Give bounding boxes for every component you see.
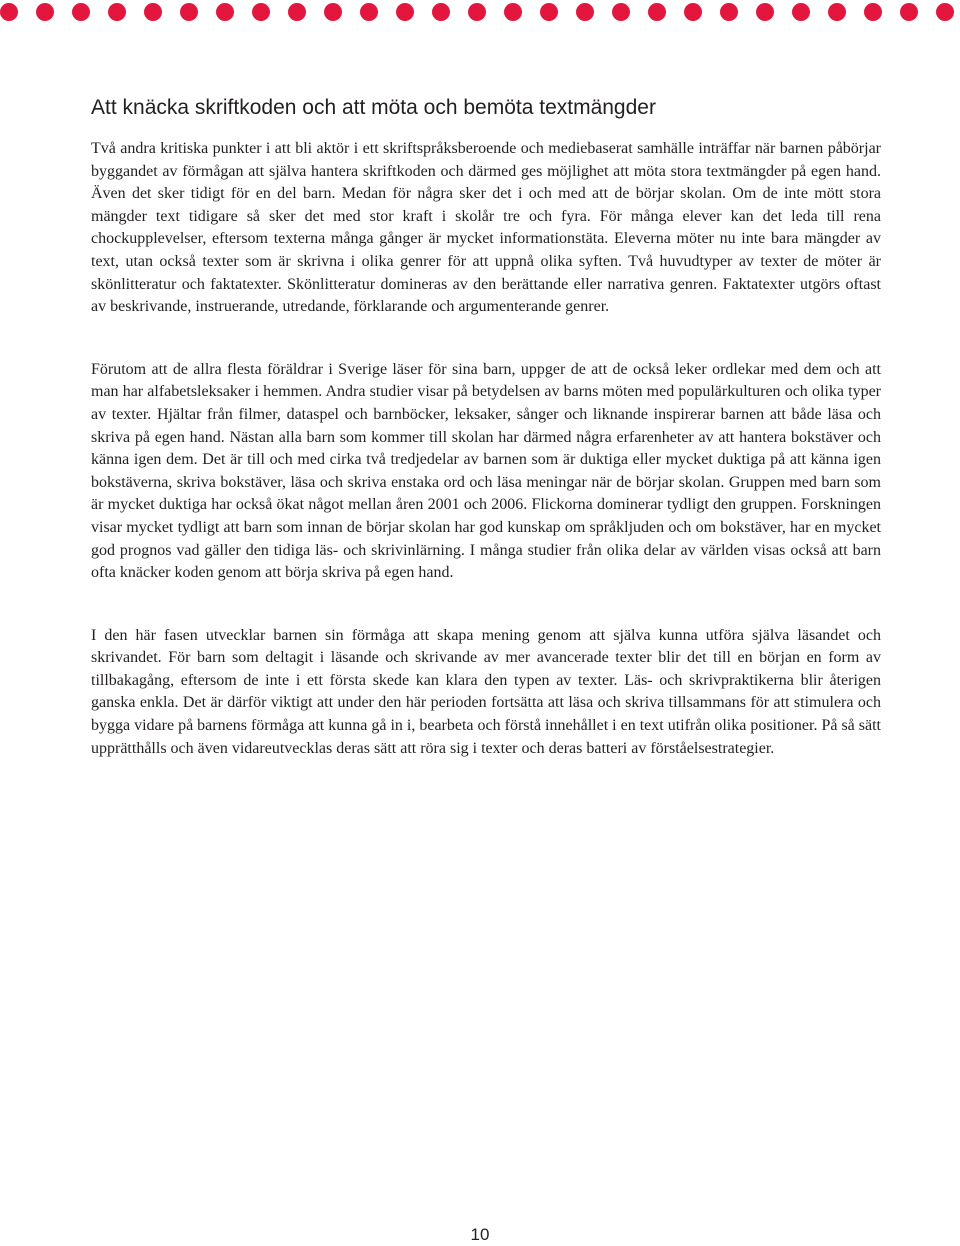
decorative-dot — [576, 3, 594, 21]
decorative-dot — [648, 3, 666, 21]
decorative-dot — [396, 3, 414, 21]
page-content — [91, 94, 881, 760]
decorative-dot — [0, 3, 18, 21]
paragraph-2: Förutom att de allra flesta föräldrar i Sverige läser för sina barn, uppger de att de också leker ordlekar med dem och att man har alfabetsleksaker i hemmen. Andra studier visar på betydelsen av barns möten med populärkulturen och olika typer av texter. Hjältar från filmer, dataspel och barnböcker, leksaker, sånger och liknande inspirerar barnen att både läsa och skriva på egen hand. Nästan alla barn som kommer till skolan har därmed några erfarenheter av att hantera bokstäver och känna igen dem. Det är till och med cirka två tredjedelar av barnen som är duktiga eller mycket duktiga på att känna igen bokstäverna, skriva bokstäver, läsa och skriva enstaka ord och läsa meningar när de börjar skolan. Gruppen med barn som är mycket duktiga har också ökat något mellan åren 2001 och 2006. Flickorna dominerar tydligt den gruppen. Forskningen visar mycket tydligt att barn som innan de börjar skolan har god kunskap om språkljuden och om bokstäver, har en mycket god prognos vad gäller den tidiga läs- och skrivinlärning. I många studier från olika delar av världen visas också att barn ofta knäcker koden genom att börja skriva på egen hand. — [91, 360, 881, 582]
decorative-dot — [468, 3, 486, 21]
decorative-dot — [864, 3, 882, 21]
decorative-dot — [936, 3, 954, 21]
decorative-dot — [144, 3, 162, 21]
decorative-dot — [792, 3, 810, 21]
decorative-dot-border — [0, 3, 960, 23]
decorative-dot — [684, 3, 702, 21]
decorative-dot — [900, 3, 918, 21]
decorative-dot — [108, 3, 126, 21]
decorative-dot — [36, 3, 54, 21]
decorative-dot — [432, 3, 450, 21]
decorative-dot — [540, 3, 558, 21]
decorative-dot — [288, 3, 306, 21]
decorative-dot — [252, 3, 270, 21]
decorative-dot — [612, 3, 630, 21]
decorative-dot — [180, 3, 198, 21]
decorative-dot — [216, 3, 234, 21]
decorative-dot — [504, 3, 522, 21]
decorative-dot — [72, 3, 90, 21]
decorative-dot — [720, 3, 738, 21]
paragraph-3: I den här fasen utvecklar barnen sin förmåga att skapa mening genom att själva kunna utföra själva läsandet och skrivandet. För barn som deltagit i läsande och skrivande av mer avancerade texter blir det till en början en form av tillbakagång, eftersom de inte i ett första skede kan klara den typen av texter. Läs- och skrivpraktikerna blir återigen ganska enkla. Det är därför viktigt att under den här perioden fortsätta att läsa och skriva tillsammans för att stimulera och bygga vidare på barnens förmåga att kunna gå in i, bearbeta och förstå innehållet i en text utifrån olika positioner. På så sätt upprätthålls och även vidareutvecklas deras sätt att röra sig i texter och deras batteri av förståelsestrategier. — [91, 626, 881, 757]
section-heading: Att knäcka skriftkoden och att möta och bemöta textmängder — [91, 96, 656, 119]
decorative-dot — [756, 3, 774, 21]
paragraph-1: Två andra kritiska punkter i att bli aktör i ett skriftspråksberoende och mediebaserat samhälle inträffar när barnen påbörjar byggandet av förmågan att själva hantera skriftkoden och därmed ges möjlighet att möta stora textmängder på egen hand. Även det sker tidigt för en del barn. Medan för några sker det i och med att de börjar skolan. Om de inte mött stora mängder text tidigare så sker det med stor kraft i skolår tre och fyra. För många elever kan det leda till rena chockupplevelser, eftersom texterna många gånger är mycket informationstäta. Eleverna möter nu inte bara mängder av text, utan också texter som är skrivna i olika genrer för att uppnå olika syften. Två huvudtyper av texter de möter är skönlitteratur och faktatexter. Skönlitteratur domineras av den berättande eller narrativa genren. Faktatexter utgörs oftast av beskrivande, instruerande, utredande, förklarande och argumenterande genrer. — [91, 140, 881, 316]
decorative-dot — [828, 3, 846, 21]
decorative-dot — [324, 3, 342, 21]
page-number: 10 — [470, 1225, 490, 1244]
decorative-dot — [360, 3, 378, 21]
